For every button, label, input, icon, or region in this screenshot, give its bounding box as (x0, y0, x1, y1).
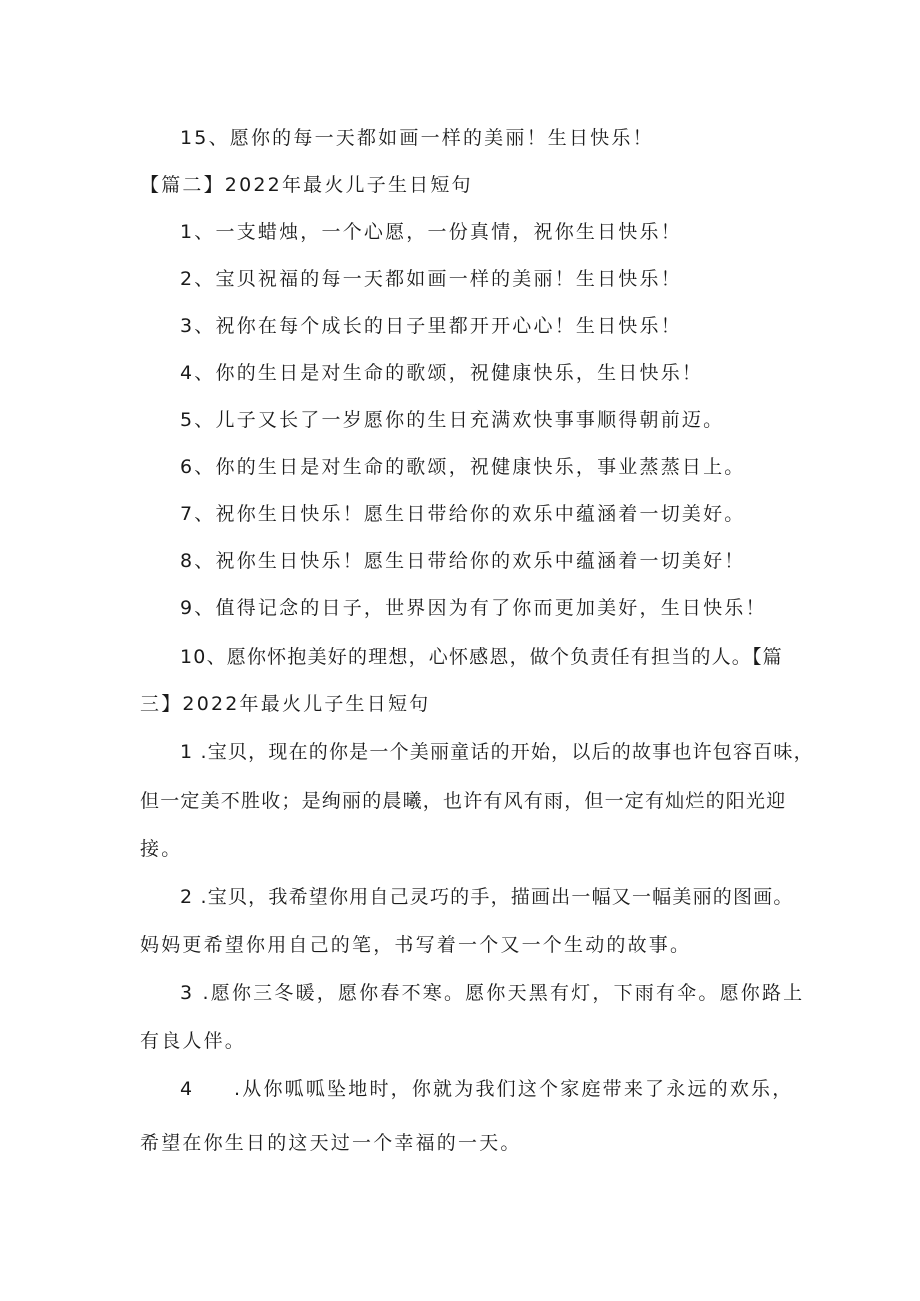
s3-wish-3-line-2: 有良人伴。 (140, 1030, 247, 1052)
s3-wish-1-line-1: 1 .宝贝，现在的你是一个美丽童话的开始，以后的故事也许包容百味， (180, 741, 814, 763)
s2-wish-7: 7、祝你生日快乐！愿生日带给你的欢乐中蕴涵着一切美好。 (180, 503, 746, 525)
s2-wish-1: 1、一支蜡烛，一个心愿，一份真情，祝你生日快乐！ (180, 221, 682, 243)
s3-wish-2-line-2: 妈妈更希望你用自己的笔，书写着一个又一个生动的故事。 (140, 934, 692, 956)
s3-wish-2-line-1: 2 .宝贝，我希望你用自己灵巧的手，描画出一幅又一幅美丽的图画。 (180, 886, 794, 908)
s3-wish-1-line-3: 接。 (140, 838, 183, 860)
s2-wish-2: 2、宝贝祝福的每一天都如画一样的美丽！生日快乐！ (180, 268, 682, 290)
s3-wish-1-line-2: 但一定美不胜收；是绚丽的晨曦，也许有风有雨，但一定有灿烂的阳光迎 (140, 790, 787, 812)
s2-wish-10: 10、愿你怀抱美好的理想，心怀感恩，做个负责任有担当的人。【篇 (180, 646, 783, 668)
section-heading-2: 【篇二】2022年最火儿子生日短句 (140, 174, 473, 196)
s2-wish-9: 9、值得记念的日子，世界因为有了你而更加美好，生日快乐！ (180, 597, 767, 619)
s3-wish-4-line-1: .从你呱呱坠地时，你就为我们这个家庭带来了永远的欢乐， (234, 1078, 794, 1100)
s2-wish-6: 6、你的生日是对生命的歌颂，祝健康快乐，事业蒸蒸日上。 (180, 456, 746, 478)
s3-wish-3-line-1: 3 .愿你三冬暖，愿你春不寒。愿你天黑有灯，下雨有伞。愿你路上 (180, 982, 805, 1004)
s2-wish-5: 5、儿子又长了一岁愿你的生日充满欢快事事顺得朝前迈。 (180, 409, 725, 431)
wish-15: 15、愿你的每一天都如画一样的美丽！生日快乐！ (180, 127, 654, 149)
s2-wish-8: 8、祝你生日快乐！愿生日带给你的欢乐中蕴涵着一切美好！ (180, 550, 746, 572)
s3-wish-4-number: 4 (180, 1078, 195, 1100)
s2-wish-4: 4、你的生日是对生命的歌颂，祝健康快乐，生日快乐！ (180, 362, 704, 384)
s2-wish-3: 3、祝你在每个成长的日子里都开开心心！生日快乐！ (180, 315, 682, 337)
section-heading-3: 三】2022年最火儿子生日短句 (140, 693, 431, 715)
s3-wish-4-line-2: 希望在你生日的这天过一个幸福的一天。 (140, 1132, 522, 1154)
